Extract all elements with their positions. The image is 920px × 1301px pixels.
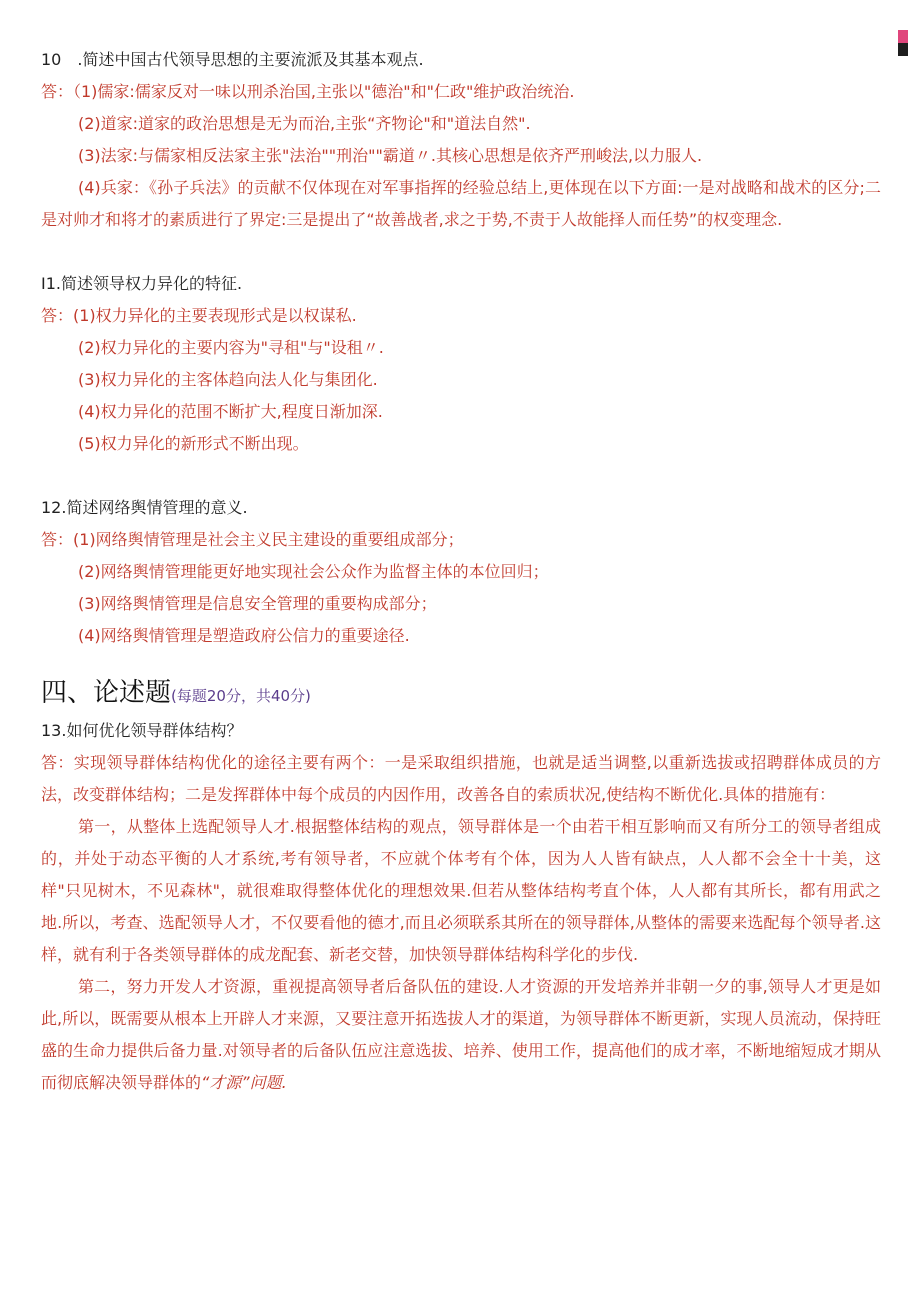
marker-dark-block (898, 43, 908, 56)
section-note: (每题20分，共40分) (171, 687, 311, 705)
answer-11-line-1: 答：(1)权力异化的主要表现形式是以权谋私. (41, 306, 357, 325)
answer-11-line-3: (3)权力异化的主客体趋向法人化与集团化. (78, 370, 378, 389)
answer-12-line-4: (4)网络舆情管理是塑造政府公信力的重要途径. (78, 626, 410, 645)
answer-13-intro: 答：实现领导群体结构优化的途径主要有两个：一是采取组织措施，也就是适当调整,以重新选拔或招聘群体成员的方法，改变群体结构；二是发挥群体中每个成员的内因作用，改善各自的索质状况,使结构不断优化.具体的措施有： (41, 753, 881, 804)
marker-pink-block (898, 30, 908, 43)
document-body (41, 44, 881, 1099)
answer-10-line-3: (3)法家:与儒家相反法家主张"法治""刑治""霸道〃.其核心思想是依齐严刑峻法,以力服人. (78, 146, 703, 165)
answer-11-line-2: (2)权力异化的主要内容为"寻租"与"设租〃. (78, 338, 384, 357)
answer-12-line-2: (2)网络舆情管理能更好地实现社会公众作为监督主体的本位回归； (78, 562, 549, 581)
question-12: 12.简述网络舆情管理的意义. (41, 498, 248, 517)
corner-marker (898, 30, 908, 56)
answer-10-line-4: (4)兵家：《孙子兵法》的贡献不仅体现在对军事指挥的经验总结上,更体现在以下方面:一是对战略和战术的区分;二是对帅才和将才的素质进行了界定:三是提出了“故善战者,求之于势,不责于人故能择人而任势”的权变理念. (41, 178, 881, 229)
answer-13-paragraph-1: 第一，从整体上选配领导人才.根据整体结构的观点，领导群体是一个由若干相互影响而又有所分工的领导者组成的，并处于动态平衡的人才系统,考有领导者，不应就个体考有个体，因为人人皆有缺点，人人都不会全十十美，这样"只见树木，不见森林"，就很难取得整体优化的理想效果.但若从整体结构考直个体，人人都有其所长，都有用武之地.所以，考查、选配领导人才，不仅要看他的德才,而且必须联系其所在的领导群体,从整体的需要来选配每个领导者.这样，就有利于各类领导群体的成龙配套、新老交替，加快领导群体结构科学化的步伐. (41, 817, 881, 964)
answer-12-line-3: (3)网络舆情管理是信息安全管理的重要构成部分； (78, 594, 437, 613)
answer-12-line-1: 答：(1)网络舆情管理是社会主义民主建设的重要组成部分； (41, 530, 464, 549)
question-11: I1.简述领导权力异化的特征. (41, 274, 243, 293)
answer-13-paragraph-2-tail: “才源”问题. (201, 1073, 287, 1092)
answer-11-line-5: (5)权力异化的新形式不断出现。 (78, 434, 309, 453)
answer-10-line-2: (2)道家:道家的政治思想是无为而治,主张“齐物论"和"道法自然". (78, 114, 531, 133)
question-13: 13.如何优化领导群体结构？ (41, 721, 243, 740)
answer-11-line-4: (4)权力异化的范围不断扩大,程度日渐加深. (78, 402, 383, 421)
answer-13-paragraph-2 (41, 971, 881, 1099)
answer-10-line-1: 答：（1)儒家:儒家反对一味以刑杀治国,主张以"德治"和"仁政"维护政治统治. (41, 82, 575, 101)
section-title: 四、论述题 (41, 678, 172, 708)
section-heading (41, 674, 881, 715)
answer-13-paragraph-2-text: 第二，努力开发人才资源，重视提高领导者后备队伍的建设.人才资源的开发培养并非朝一夕的事,领导人才更是如此,所以，既需要从根本上开辟人才来源，又要注意开拓选拔人才的渠道，为领导群体不断更新，实现人员流动，保持旺盛的生命力提供后备力量.对领导者的后备队伍应注意选拔、培养、使用工作，提高他们的成才率，不断地缩短成才期从而彻底解决领导群体的 (41, 977, 881, 1092)
question-10: 10 .简述中国古代领导思想的主要流派及其基本观点. (41, 50, 424, 69)
